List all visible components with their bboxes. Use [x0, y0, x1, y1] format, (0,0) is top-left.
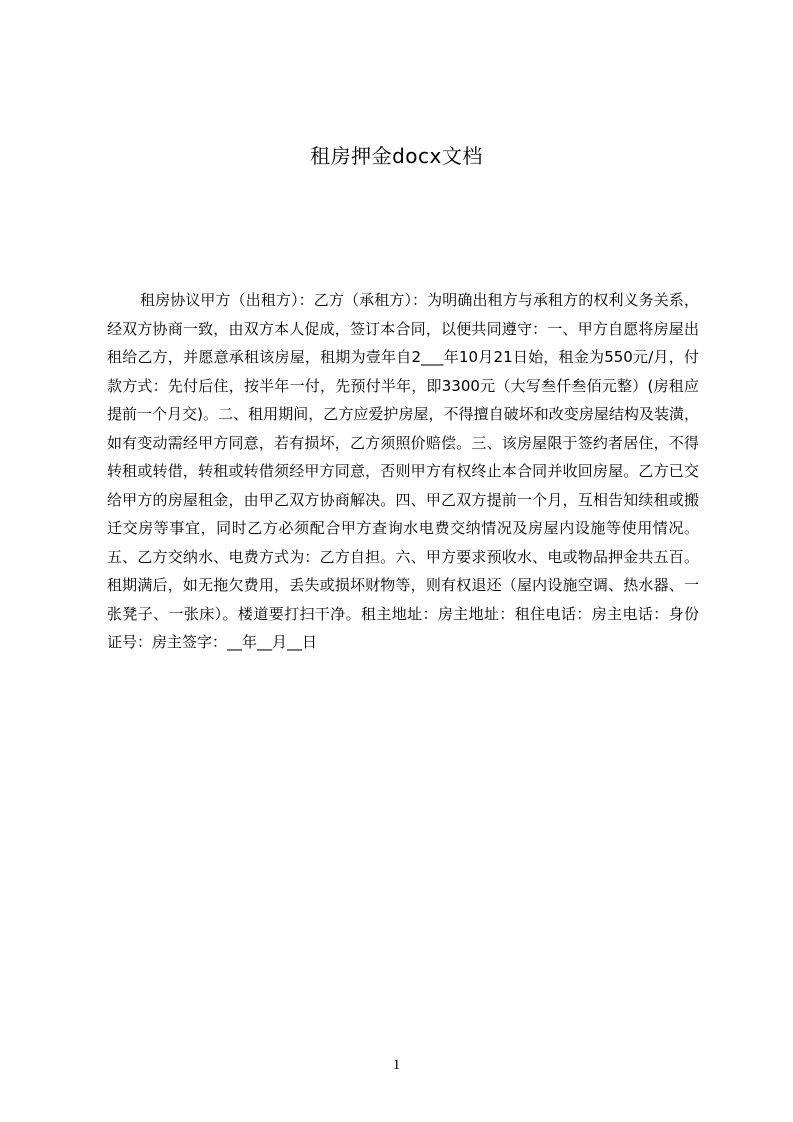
page-number: 1 — [392, 1057, 401, 1073]
document-title: 租房押金docx文档 — [310, 144, 483, 168]
document-body-paragraph: 租房协议甲方（出租方）：乙方（承租方）：为明确出租方与承租方的权利义务关系，经双方协商一致，由双方本人促成，签订本合同，以便共同遵守：一、甲方自愿将房屋出租给乙方，并愿意承租该房屋，租期为壹年自2___年10月21日始，租金为550元/月，付款方式：先付后住，按半年一付，先预付半年，即3300元（大写叁仟叁佰元整）(房租应提前一个月交)。二、租用期间，乙方应爱护房屋，不得擅自破坏和改变房屋结构及装潢，如有变动需经甲方同意，若有损坏，乙方须照价赔偿。三、该房屋限于签约者居住，不得转租或转借，转租或转借须经甲方同意，否则甲方有权终止本合同并收回房屋。乙方已交给甲方的房屋租金，由甲乙双方协商解决。四、甲乙双方提前一个月，互相告知续租或搬迁交房等事宜，同时乙方必须配合甲方查询水电费交纳情况及房屋内设施等使用情况。五、乙方交纳水、电费方式为：乙方自担。六、甲方要求预收水、电或物品押金共五百。租期满后，如无拖欠费用，丢失或损坏财物等，则有权退还（屋内设施空调、热水器、一张凳子、一张床）。楼道要打扫干净。租主地址：房主地址：租住电话：房主电话：身份证号：房主签字：__年__月__日 — [107, 291, 699, 651]
